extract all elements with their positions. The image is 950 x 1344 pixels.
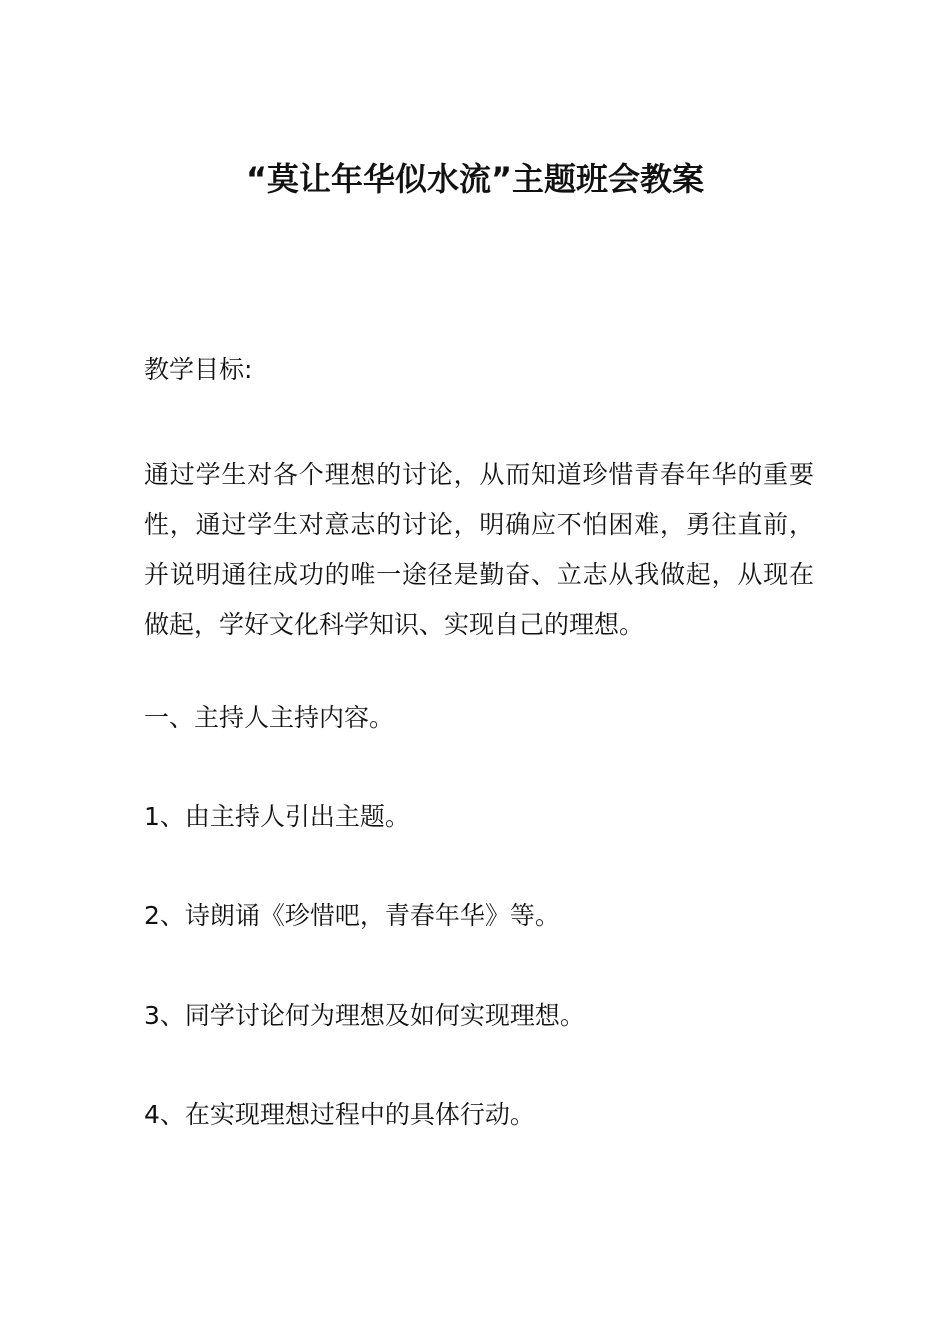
list-item: 2、诗朗诵《珍惜吧，青春年华》等。 xyxy=(144,901,560,930)
list-item: 1、由主持人引出主题。 xyxy=(144,802,410,831)
document-title: “莫让年华似水流”主题班会教案 xyxy=(245,160,705,198)
list-item: 3、同学讨论何为理想及如何实现理想。 xyxy=(144,1001,585,1030)
section-heading: 一、主持人主持内容。 xyxy=(144,703,395,732)
list-item: 4、在实现理想过程中的具体行动。 xyxy=(144,1100,535,1129)
objectives-label: 教学目标: xyxy=(144,355,253,384)
objectives-paragraph: 通过学生对各个理想的讨论，从而知道珍惜青春年华的重要性，通过学生对意志的讨论，明确应不怕困难，勇往直前，并说明通往成功的唯一途径是勤奋、立志从我做起，从现在做起，学好文化科学知识、实现自己的理想。 xyxy=(144,460,814,639)
